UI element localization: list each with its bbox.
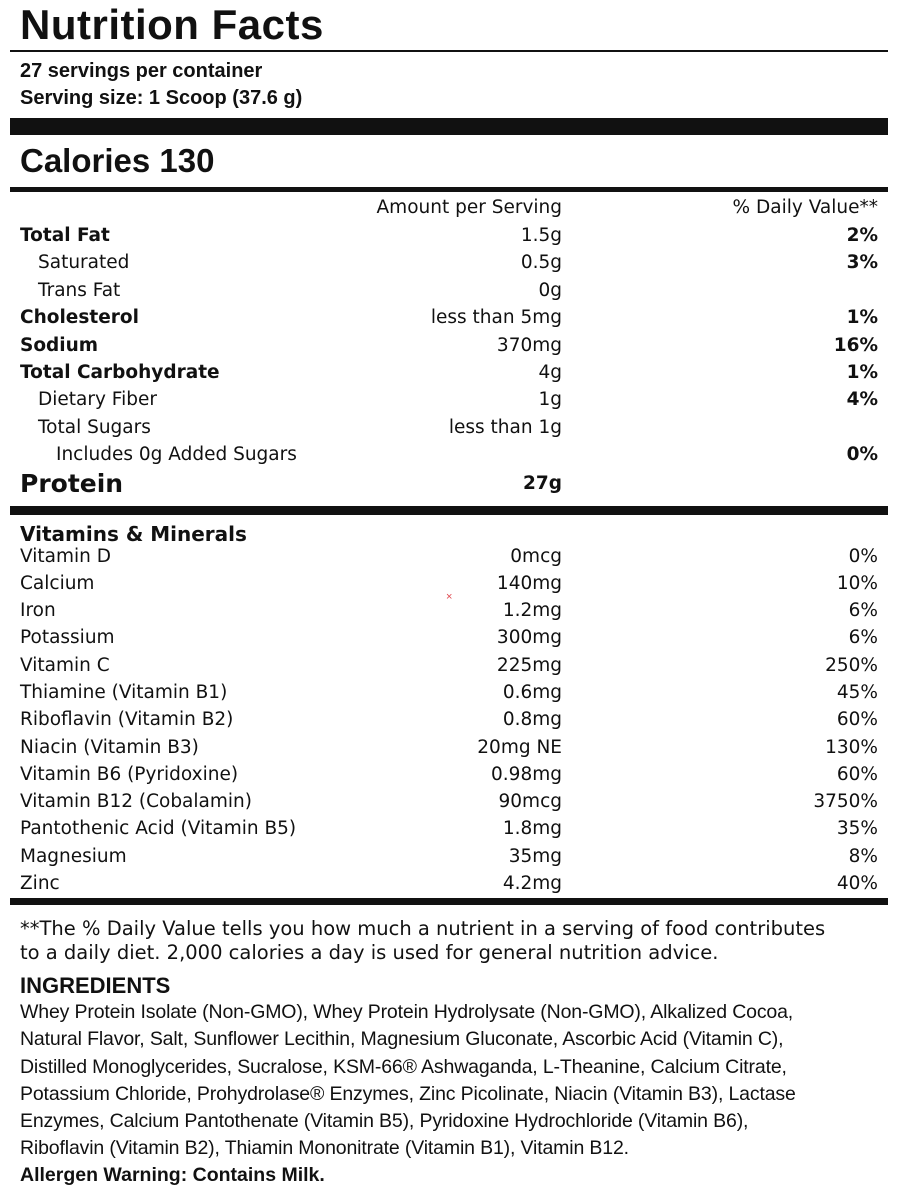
footnote-line: to a daily diet. 2,000 calories a day is used for general nutrition advice.	[20, 941, 719, 965]
ingredients-line: Enzymes, Calcium Pantothenate (Vitamin B5), Pyridoxine Hydrochloride (Vitamin B6),	[20, 1109, 749, 1132]
daily-value-footnote	[10, 905, 888, 965]
vitamin-amount: 225mg	[496, 654, 562, 676]
vitamin-amount: 300mg	[496, 627, 562, 649]
servings-per-container: 27 servings per container	[20, 60, 263, 82]
nutrient-dv: 4%	[846, 389, 878, 411]
nutrient-name: Total Sugars	[38, 416, 151, 438]
nutrient-amount: 0.5g	[520, 252, 562, 274]
vitamin-dv: 6%	[848, 600, 878, 622]
nutrient-name: Includes 0g Added Sugars	[56, 444, 297, 466]
nutrient-row	[10, 277, 888, 304]
vitamin-dv: 250%	[825, 654, 878, 676]
nutrient-name: Saturated	[38, 252, 130, 274]
vitamin-dv: 45%	[836, 682, 878, 703]
amount-header: Amount per Serving	[376, 197, 562, 218]
vitamin-name: Potassium	[20, 627, 115, 649]
vitamin-dv: 8%	[848, 845, 878, 867]
nutrient-amount: less than 1g	[448, 416, 562, 438]
vitamin-row	[10, 544, 888, 571]
vitamin-dv: 35%	[836, 818, 878, 840]
nutrient-amount: 1g	[538, 389, 562, 411]
nutrient-row	[10, 332, 888, 359]
nutrient-row	[10, 386, 888, 413]
vitamin-row	[10, 625, 888, 652]
nutrient-amount: 4g	[538, 361, 562, 383]
vitamin-row	[10, 707, 888, 734]
divider-heavy	[10, 506, 888, 515]
nutrient-dv: 1%	[846, 307, 878, 329]
vitamin-dv: 6%	[848, 627, 878, 649]
nutrient-amount: 27g	[523, 472, 562, 494]
nutrient-row	[10, 359, 888, 386]
vitamin-dv: 3750%	[813, 791, 878, 813]
ingredients-line: Whey Protein Isolate (Non-GMO), Whey Protein Hydrolysate (Non-GMO), Alkalized Cocoa,	[20, 1001, 794, 1024]
vitamin-amount: 90mcg	[498, 791, 562, 813]
nutrient-name: Protein	[20, 468, 124, 498]
nutrient-row	[10, 249, 888, 276]
vitamin-dv: 0%	[848, 545, 878, 567]
label-title: Nutrition Facts	[20, 1, 324, 48]
vitamin-name: Riboflavin (Vitamin B2)	[20, 709, 234, 731]
nutrient-table	[10, 192, 888, 499]
vitamin-name: Vitamin B6 (Pyridoxine)	[20, 763, 239, 785]
vitamin-amount: 35mg	[508, 845, 562, 867]
vitamin-name: Vitamin C	[20, 654, 110, 676]
nutrient-amount: 0g	[538, 279, 562, 301]
ingredients-title: INGREDIENTS	[20, 973, 171, 999]
vitamin-dv: 130%	[825, 736, 878, 758]
vitamin-row	[10, 789, 888, 816]
nutrient-name: Trans Fat	[38, 279, 121, 301]
footnote-line: **The % Daily Value tells you how much a nutrient in a serving of food contributes	[20, 917, 826, 941]
vitamin-name: Calcium	[20, 572, 95, 594]
vitamin-name: Thiamine (Vitamin B1)	[20, 682, 228, 703]
nutrient-amount: 1.5g	[520, 225, 562, 246]
vitamin-row	[10, 871, 888, 898]
vitamin-row	[10, 680, 888, 707]
nutrient-row	[10, 222, 888, 249]
daily-value-header: % Daily Value**	[732, 197, 878, 218]
vitamin-dv: 40%	[836, 873, 878, 895]
nutrient-row	[10, 441, 888, 468]
vitamin-row	[10, 735, 888, 762]
vitamin-amount: 4.2mg	[502, 873, 562, 895]
divider-heavy	[10, 118, 888, 135]
vitamin-name: Pantothenic Acid (Vitamin B5)	[20, 818, 297, 840]
vitamin-amount: 140mg	[496, 572, 562, 594]
vitamin-amount: 0.8mg	[502, 709, 562, 731]
ingredients-line: Potassium Chloride, Prohydrolase® Enzymes, Zinc Picolinate, Niacin (Vitamin B3), Lactase	[20, 1082, 796, 1105]
divider-heavy	[10, 898, 888, 905]
nutrient-dv: 0%	[846, 444, 878, 466]
ingredients-line: Natural Flavor, Salt, Sunflower Lecithin, Magnesium Gluconate, Ascorbic Acid (Vitamin C),	[20, 1028, 784, 1051]
vitamin-amount: 1.8mg	[502, 818, 562, 840]
nutrient-name: Cholesterol	[20, 307, 139, 329]
vitamin-name: Magnesium	[20, 845, 127, 867]
vitamin-dv: 60%	[836, 709, 878, 731]
nutrient-row	[10, 304, 888, 331]
vitamin-amount: 0mcg	[510, 545, 562, 567]
vitamins-title: Vitamins & Minerals	[20, 521, 247, 546]
vitamin-name: Iron	[20, 600, 56, 622]
nutrient-name: Total Fat	[20, 225, 110, 246]
vitamin-dv: 60%	[836, 763, 878, 785]
vitamin-row	[10, 844, 888, 871]
nutrient-dv: 16%	[833, 334, 878, 356]
vitamin-amount: 0.6mg	[502, 682, 562, 703]
nutrient-dv: 3%	[846, 252, 878, 274]
vitamin-name: Zinc	[20, 873, 60, 895]
nutrient-name: Total Carbohydrate	[20, 361, 220, 383]
stray-mark: ×	[446, 591, 453, 603]
serving-size: Serving size: 1 Scoop (37.6 g)	[20, 87, 303, 109]
nutrient-amount: less than 5mg	[430, 307, 562, 329]
vitamin-amount: 20mg NE	[477, 736, 562, 758]
vitamin-row	[10, 816, 888, 843]
nutrient-dv: 1%	[846, 361, 878, 383]
protein-row	[10, 469, 888, 499]
nutrient-row	[10, 414, 888, 441]
vitamin-name: Niacin (Vitamin B3)	[20, 736, 199, 758]
calories: Calories 130	[20, 142, 215, 179]
allergen-warning: Allergen Warning: Contains Milk.	[20, 1163, 325, 1186]
nutrient-name: Dietary Fiber	[38, 389, 157, 411]
vitamin-row	[10, 762, 888, 789]
nutrient-amount: 370mg	[496, 334, 562, 356]
vitamin-name: Vitamin D	[20, 545, 111, 567]
vitamin-name: Vitamin B12 (Cobalamin)	[20, 791, 252, 813]
ingredients-text	[10, 999, 888, 1162]
vitamin-amount: 1.2mg	[502, 600, 562, 622]
ingredients-line: Riboflavin (Vitamin B2), Thiamin Mononitrate (Vitamin B1), Vitamin B12.	[20, 1136, 629, 1159]
nutrient-name: Sodium	[20, 334, 99, 356]
vitamin-row	[10, 653, 888, 680]
vitamin-dv: 10%	[836, 572, 878, 594]
nutrient-dv: 2%	[846, 225, 878, 246]
vitamin-amount: 0.98mg	[491, 763, 562, 785]
ingredients-line: Distilled Monoglycerides, Sucralose, KSM-66® Ashwaganda, L-Theanine, Calcium Citrate,	[20, 1055, 787, 1078]
column-headers	[10, 192, 888, 222]
